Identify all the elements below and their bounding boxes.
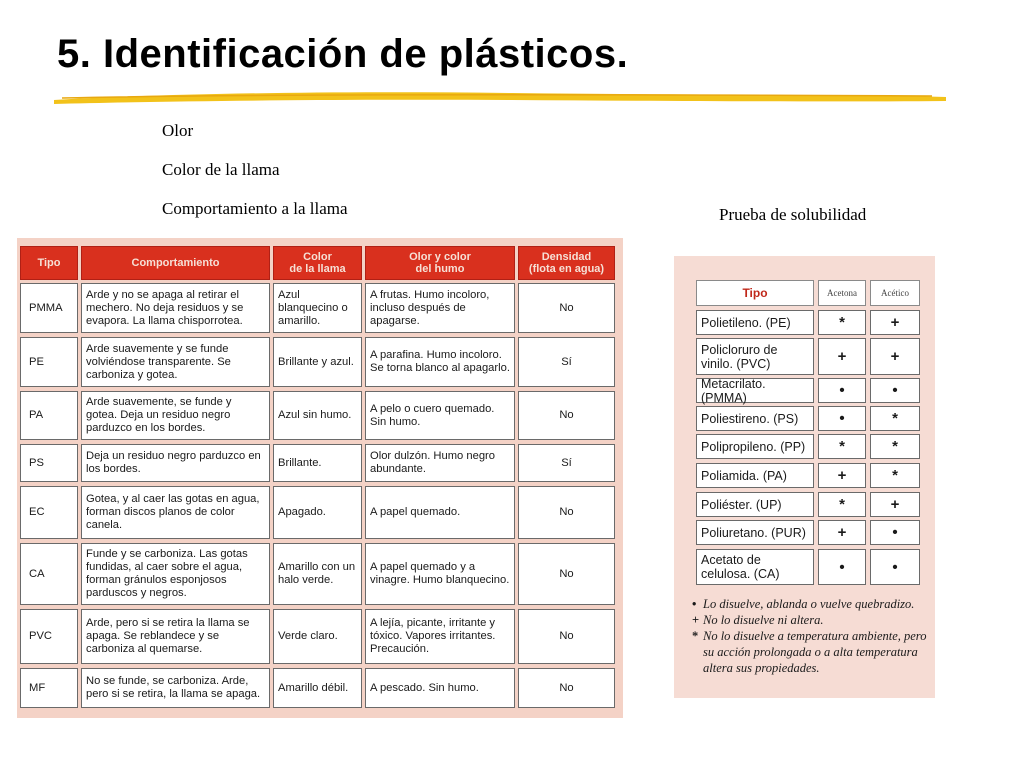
cell-olor: A papel quemado y a vinagre. Humo blanquecino.: [365, 543, 515, 605]
cell-acetona: •: [818, 406, 866, 431]
legend-text: Lo disuelve, ablanda o vuelve quebradizo.: [703, 597, 915, 611]
cell-tipo: Policloruro de vinilo. (PVC): [696, 338, 814, 375]
header-densidad: Densidad (flota en agua): [518, 246, 615, 280]
cell-color: Brillante.: [273, 444, 362, 482]
cell-color: Brillante y azul.: [273, 337, 362, 387]
cell-color: Verde claro.: [273, 609, 362, 664]
cell-acetico: *: [870, 463, 920, 488]
legend-symbol: •: [692, 597, 697, 611]
bullet-item: Olor: [162, 121, 194, 140]
cell-acetona: +: [818, 463, 866, 488]
cell-color: Amarillo débil.: [273, 668, 362, 708]
cell-tipo: MF: [20, 668, 78, 708]
cell-olor: A parafina. Humo incoloro. Se torna blanco al apagarlo.: [365, 337, 515, 387]
solubility-legend: [692, 596, 932, 676]
header-acetona: Acetona: [818, 280, 866, 306]
legend-symbol: *: [692, 629, 699, 643]
cell-olor: A pescado. Sin humo.: [365, 668, 515, 708]
bullet-item: Color de la llama: [162, 160, 280, 179]
cell-densidad: No: [518, 543, 615, 605]
cell-densidad: No: [518, 391, 615, 440]
solubility-caption: Prueba de solubilidad: [719, 205, 867, 224]
cell-comportamiento: Gotea, y al caer las gotas en agua, forman discos planos de color canela.: [81, 486, 270, 539]
cell-tipo: Poliamida. (PA): [696, 463, 814, 488]
legend-item: [692, 612, 932, 628]
cell-color: Amarillo con un halo verde.: [273, 543, 362, 605]
cell-comportamiento: Funde y se carboniza. Las gotas fundidas, al caer sobre el agua, forman gránulos esponjosos parduscos y negros.: [81, 543, 270, 605]
bullet-list: [162, 120, 348, 237]
cell-tipo: PE: [20, 337, 78, 387]
cell-acetico: +: [870, 310, 920, 335]
cell-comportamiento: Arde suavemente y se funde volviéndose transparente. Se carboniza y gotea.: [81, 337, 270, 387]
cell-acetico: *: [870, 406, 920, 431]
cell-tipo: Metacrilato. (PMMA): [696, 378, 814, 403]
header-olor-humo: Olor y color del humo: [365, 246, 515, 280]
cell-acetico: +: [870, 338, 920, 375]
cell-densidad: No: [518, 609, 615, 664]
cell-olor: A frutas. Humo incoloro, incluso después de apagarse.: [365, 283, 515, 333]
header-tipo: Tipo: [696, 280, 814, 306]
legend-text: No lo disuelve ni altera.: [703, 613, 824, 627]
cell-tipo: Polipropileno. (PP): [696, 434, 814, 459]
cell-tipo: Polietileno. (PE): [696, 310, 814, 335]
cell-acetona: *: [818, 492, 866, 517]
cell-acetona: +: [818, 520, 866, 545]
cell-densidad: Sí: [518, 444, 615, 482]
cell-olor: A pelo o cuero quemado. Sin humo.: [365, 391, 515, 440]
cell-color: Apagado.: [273, 486, 362, 539]
cell-tipo: PA: [20, 391, 78, 440]
cell-tipo: Poliestireno. (PS): [696, 406, 814, 431]
header-acetico: Acético: [870, 280, 920, 306]
cell-olor: A lejía, picante, irritante y tóxico. Vapores irritantes. Precaución.: [365, 609, 515, 664]
cell-densidad: Sí: [518, 337, 615, 387]
cell-densidad: No: [518, 486, 615, 539]
header-tipo: Tipo: [20, 246, 78, 280]
cell-tipo: EC: [20, 486, 78, 539]
cell-tipo: PVC: [20, 609, 78, 664]
cell-tipo: Acetato de celulosa. (CA): [696, 549, 814, 585]
cell-acetico: *: [870, 434, 920, 459]
flame-test-table: [17, 238, 623, 718]
legend-item: [692, 596, 932, 612]
legend-item: [692, 628, 932, 676]
cell-acetico: +: [870, 492, 920, 517]
cell-acetona: *: [818, 310, 866, 335]
solubility-table: [674, 256, 935, 698]
legend-text: No lo disuelve a temperatura ambiente, pero su acción prolongada o a alta temperatura altera sus propiedades.: [703, 629, 927, 675]
slide-title: 5. Identificación de plásticos.: [57, 32, 629, 76]
cell-olor: Olor dulzón. Humo negro abundante.: [365, 444, 515, 482]
cell-tipo: PMMA: [20, 283, 78, 333]
cell-comportamiento: Arde suavemente, se funde y gotea. Deja un residuo negro parduzco en los bordes.: [81, 391, 270, 440]
legend-symbol: +: [692, 613, 700, 627]
cell-comportamiento: Arde, pero si se retira la llama se apaga. Se reblandece y se carboniza al quemarse.: [81, 609, 270, 664]
cell-densidad: No: [518, 668, 615, 708]
header-comportamiento: Comportamiento: [81, 246, 270, 280]
cell-tipo: Poliéster. (UP): [696, 492, 814, 517]
cell-olor: A papel quemado.: [365, 486, 515, 539]
cell-comportamiento: Deja un residuo negro parduzco en los bordes.: [81, 444, 270, 482]
cell-acetico: •: [870, 520, 920, 545]
cell-acetona: *: [818, 434, 866, 459]
cell-acetona: •: [818, 378, 866, 403]
cell-acetona: +: [818, 338, 866, 375]
cell-color: Azul sin humo.: [273, 391, 362, 440]
header-color-llama: Color de la llama: [273, 246, 362, 280]
cell-densidad: No: [518, 283, 615, 333]
cell-acetico: •: [870, 378, 920, 403]
bullet-item: Comportamiento a la llama: [162, 199, 348, 218]
title-highlight-stroke: [52, 88, 948, 106]
cell-tipo: CA: [20, 543, 78, 605]
cell-tipo: Poliuretano. (PUR): [696, 520, 814, 545]
cell-tipo: PS: [20, 444, 78, 482]
cell-color: Azul blanquecino o amarillo.: [273, 283, 362, 333]
cell-acetona: •: [818, 549, 866, 585]
cell-comportamiento: Arde y no se apaga al retirar el mechero. No deja residuos y se evapora. La llama chisporrotea.: [81, 283, 270, 333]
cell-acetico: •: [870, 549, 920, 585]
cell-comportamiento: No se funde, se carboniza. Arde, pero si se retira, la llama se apaga.: [81, 668, 270, 708]
